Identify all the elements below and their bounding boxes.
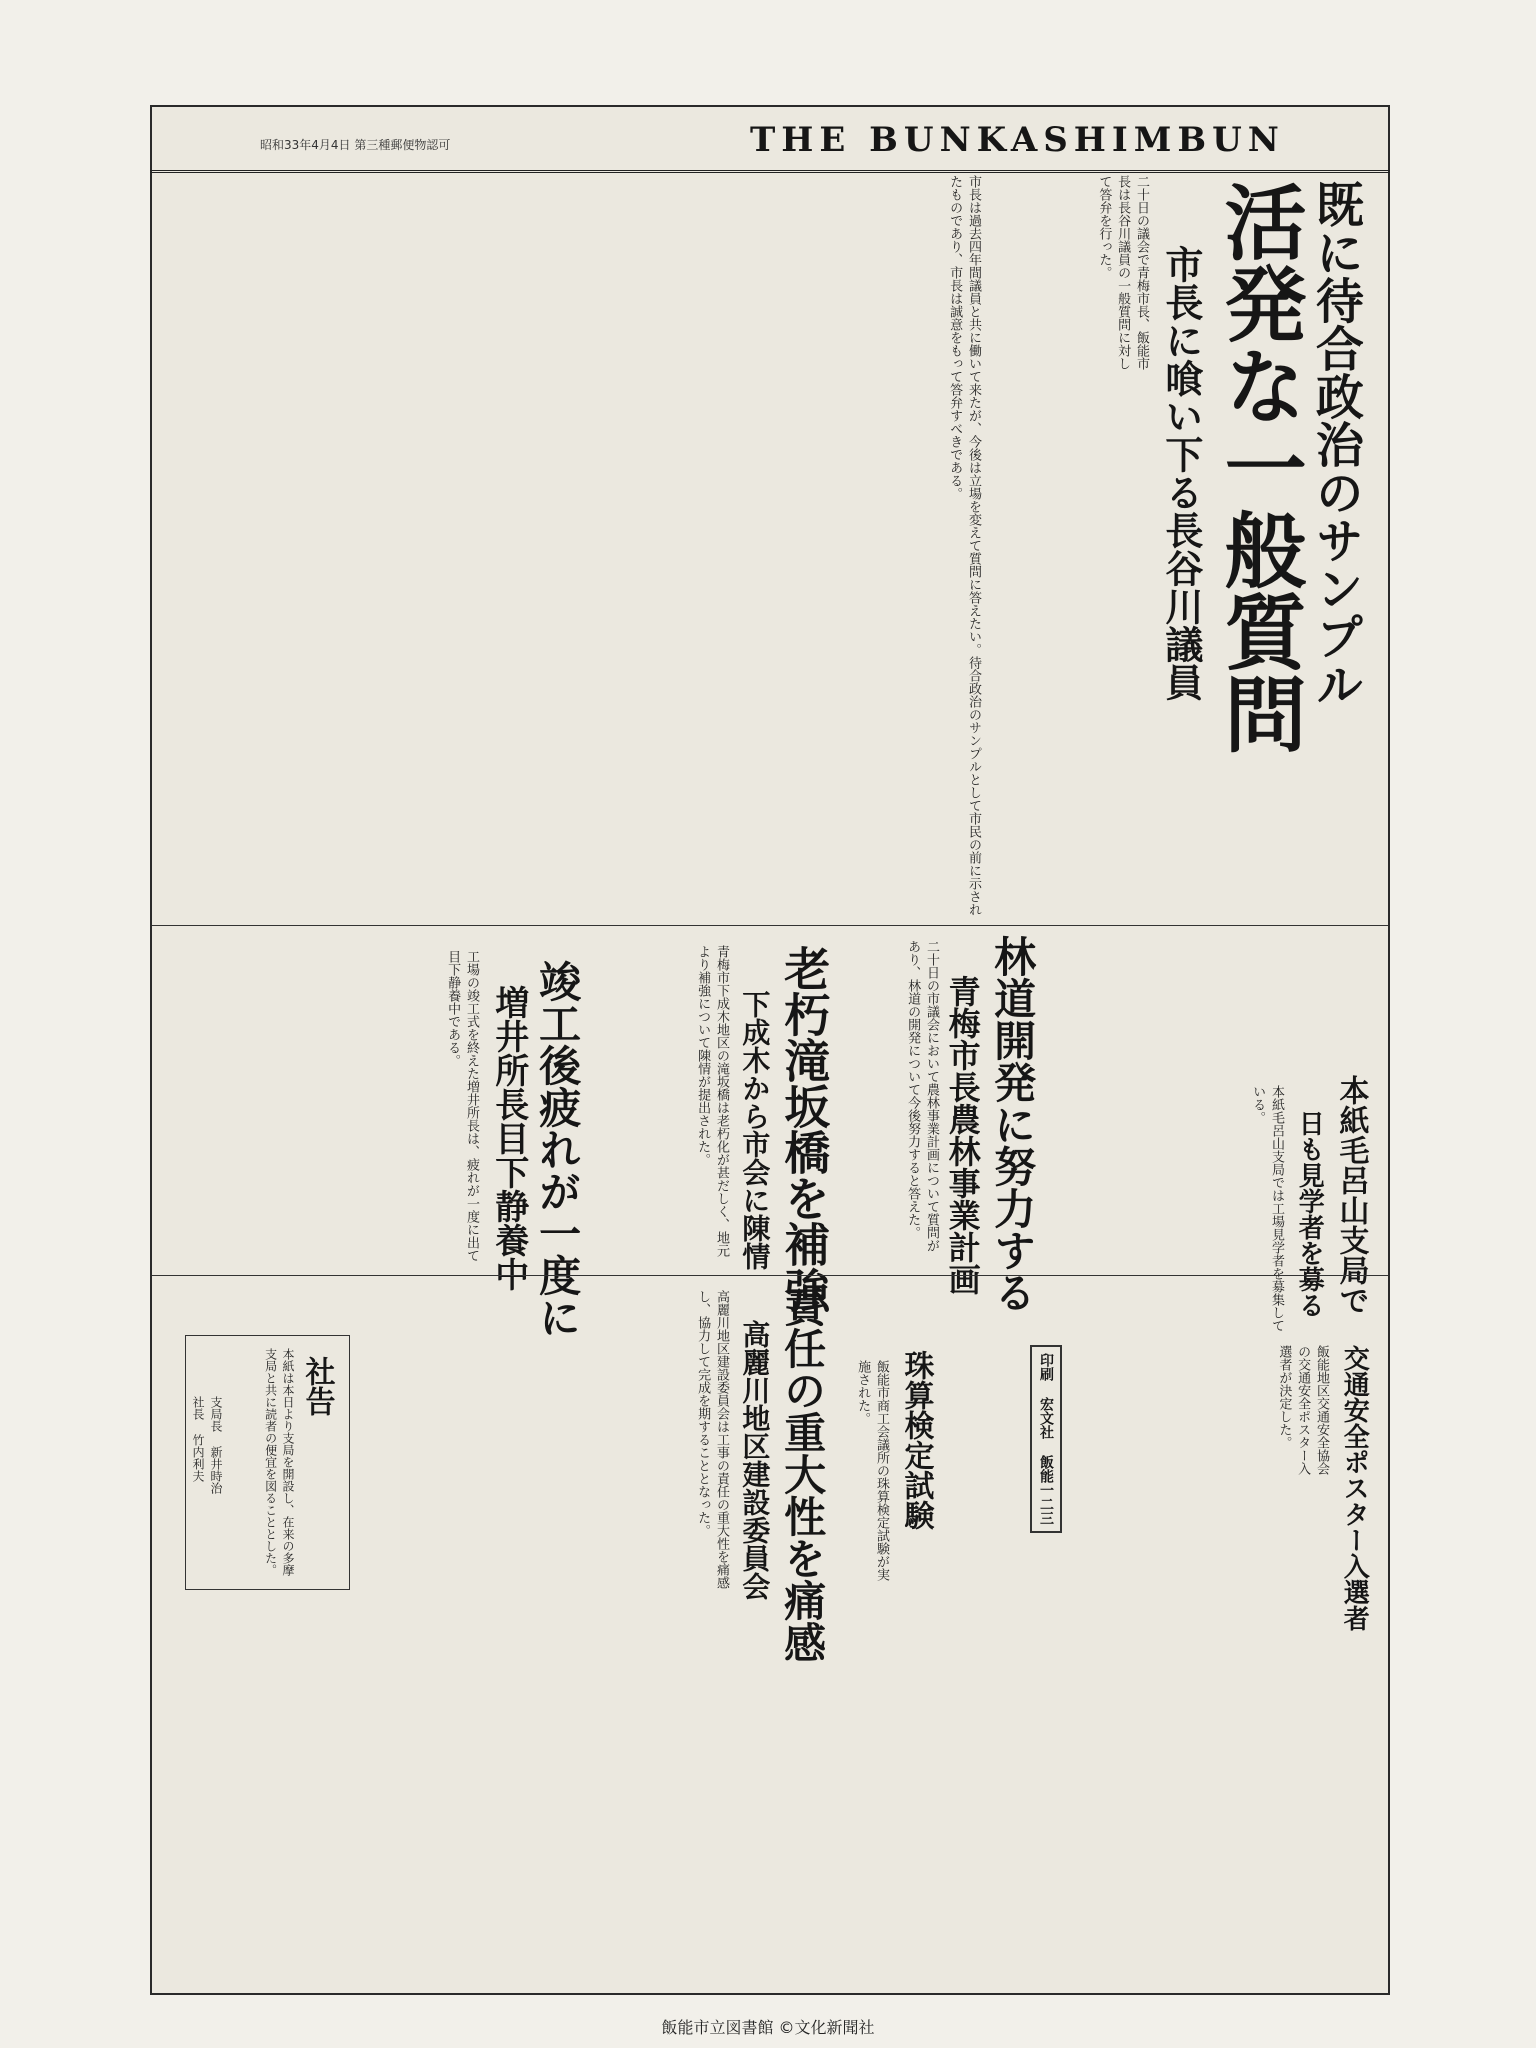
advert-name: 印刷 宏文社: [1038, 1353, 1054, 1439]
notice-signatory-2: 社長 竹内利夫: [191, 1396, 205, 1482]
responsibility-headline-1: 責任の重大性を痛感: [778, 1285, 828, 1663]
notice-body: 本紙は本日より支局を開設し、在来の多摩支局と共に読者の便宜を図ることとした。: [263, 1348, 295, 1576]
construction-body: 工場の竣工式を終えた増井所長は、疲れが一度に出て目下静養中である。: [445, 950, 479, 1262]
rule: [152, 1275, 1388, 1276]
masthead-date: 昭和33年4月4日 第三種郵便物認可: [260, 138, 451, 152]
recruit-headline-1: 本紙毛呂山支局で: [1333, 1075, 1369, 1315]
advert-box: [1030, 1345, 1062, 1533]
lead-headline-1: 既に待合政治のサンプル: [1307, 180, 1364, 708]
traffic-body: 飯能地区交通安全協会の交通安全ポスター入選者が決定した。: [1276, 1345, 1329, 1475]
recruit-body: 本紙毛呂山支局では工場見学者を募集している。: [1250, 1085, 1284, 1332]
abacus-body: 飯能市商工会議所の珠算検定試験が実施された。: [855, 1360, 889, 1581]
construction-headline-2: 増井所長目下静養中: [488, 985, 529, 1291]
construction-headline-1: 竣工後疲れが一度に: [533, 960, 583, 1338]
masthead: [150, 108, 1390, 173]
recruit-headline-2: 日も見学者を募る: [1294, 1110, 1325, 1318]
responsibility-headline-2: 高麗川地区建設委員会: [738, 1320, 772, 1600]
notice-title: 社告: [299, 1356, 335, 1416]
responsibility-body: 高麗川地区建設委員会は工事の責任の重大性を痛感し、協力して完成を期することとなった。: [695, 1290, 729, 1589]
lead-article-lead: 二十日の議会で青梅市長、飯能市長は長谷川議員の一般質問に対して答弁を行った。: [1096, 175, 1149, 370]
bridge-headline-2: 下成木から市会に陳情: [738, 990, 772, 1270]
abacus-headline: 珠算検定試験: [898, 1350, 934, 1530]
advert-phone: 飯能一二三: [1038, 1455, 1054, 1525]
traffic-headline: 交通安全ポスター入選者: [1339, 1345, 1370, 1631]
lead-article-body: 市長は過去四年間議員と共に働いて来たが、今後は立場を変えて質問に答えたい。待合政治のサンプルとして市民の前に示されたものであり、市長は誠意をもって答弁すべきである。: [947, 175, 981, 916]
forestry-body: 二十日の市議会において農林事業計画について質問があり、林道の開発について今後努力すると答えた。: [905, 940, 939, 1252]
forestry-headline-2: 青梅市長農林事業計画: [943, 975, 982, 1295]
forestry-headline-1: 林道開発に努力する: [988, 935, 1038, 1313]
lead-headline-3: 市長に喰い下る長谷川議員: [1158, 245, 1203, 701]
company-notice: [185, 1335, 350, 1590]
page-footer: 飯能市立図書館 ©文化新聞社: [661, 2018, 875, 2037]
notice-signatory-1: 支局長 新井時治: [209, 1396, 223, 1494]
rule: [152, 925, 1388, 926]
bridge-body: 青梅市下成木地区の滝坂橋は老朽化が甚だしく、地元より補強について陳情が提出された。: [695, 945, 729, 1257]
bridge-headline-1: 老朽滝坂橋を補強: [777, 945, 832, 1313]
lead-headline-2: 活発な一般質問: [1211, 180, 1307, 754]
masthead-title: THE BUNKASHIMBUN: [750, 120, 1285, 160]
